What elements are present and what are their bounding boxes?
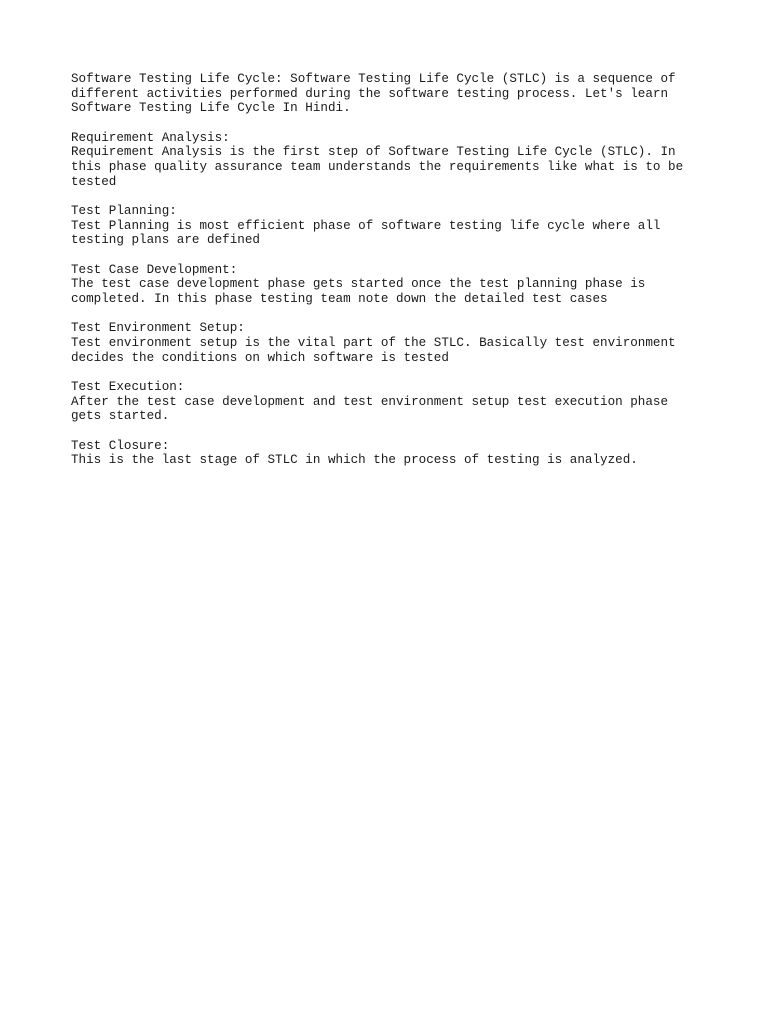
intro-line: Software Testing Life Cycle: Software Testing Life Cycle (STLC) is a sequence of xyxy=(71,72,676,86)
section-requirement-analysis xyxy=(71,131,711,190)
section-test-environment-setup xyxy=(71,321,711,365)
section-heading: Test Execution: xyxy=(71,379,185,394)
section-line: After the test case development and test environment setup test execution phase xyxy=(71,394,669,409)
intro-paragraph xyxy=(71,72,711,116)
section-heading: Test Environment Setup: xyxy=(71,321,245,336)
section-line: The test case development phase gets started once the test planning phase is xyxy=(71,277,646,292)
intro-line: Software Testing Life Cycle In Hindi. xyxy=(71,101,351,116)
section-test-closure xyxy=(71,439,711,468)
section-line: decides the conditions on which software is tested xyxy=(71,350,449,365)
section-line: tested xyxy=(71,174,117,189)
section-line: Test Planning is most efficient phase of software testing life cycle where all xyxy=(71,218,661,233)
section-heading: Test Planning: xyxy=(71,204,177,218)
section-heading: Test Closure: xyxy=(71,438,170,453)
section-test-case-development xyxy=(71,263,711,307)
section-test-execution xyxy=(71,380,711,424)
section-line: this phase quality assurance team understands the requirements like what is to be xyxy=(71,160,684,175)
document-page xyxy=(71,72,711,483)
section-line: This is the last stage of STLC in which the process of testing is analyzed. xyxy=(71,453,638,468)
section-heading: Test Case Development: xyxy=(71,262,238,277)
section-heading: Requirement Analysis: xyxy=(71,130,230,145)
section-line: gets started. xyxy=(71,409,170,424)
intro-line: different activities performed during the software testing process. Let's learn xyxy=(71,86,669,101)
section-test-planning xyxy=(71,204,711,248)
section-line: Test environment setup is the vital part of the STLC. Basically test environment xyxy=(71,336,676,350)
section-line: testing plans are defined xyxy=(71,233,260,248)
section-line: Requirement Analysis is the first step of Software Testing Life Cycle (STLC). In xyxy=(71,145,676,160)
section-line: completed. In this phase testing team note down the detailed test cases xyxy=(71,292,608,307)
